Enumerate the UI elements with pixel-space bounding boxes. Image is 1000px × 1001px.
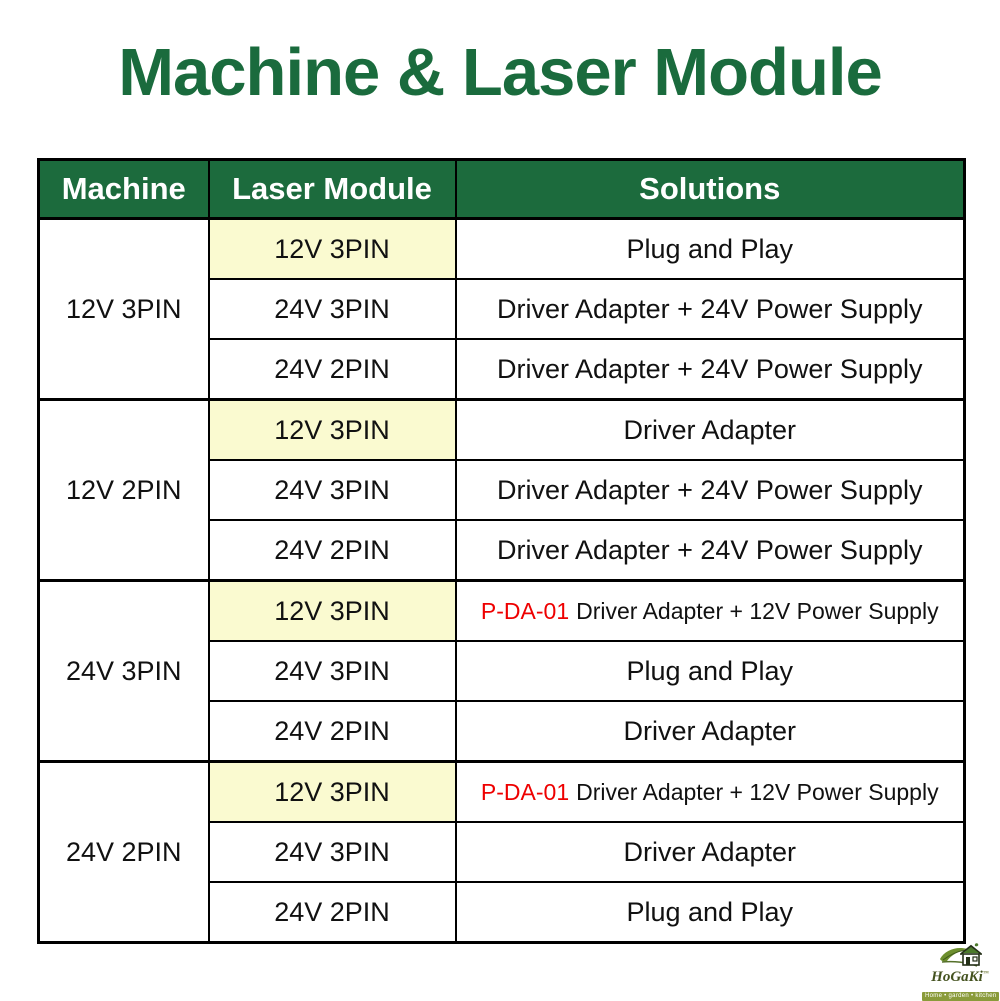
solution-cell: Plug and Play [456, 641, 965, 701]
machine-cell: 24V 2PIN [39, 762, 209, 943]
solution-cell: Driver Adapter [456, 701, 965, 762]
machine-cell: 12V 2PIN [39, 400, 209, 581]
solution-cell: Driver Adapter + 24V Power Supply [456, 520, 965, 581]
module-cell: 12V 3PIN [209, 400, 456, 461]
module-cell: 24V 3PIN [209, 641, 456, 701]
solution-cell: Driver Adapter [456, 400, 965, 461]
solution-cell: Driver Adapter + 24V Power Supply [456, 339, 965, 400]
module-cell: 24V 3PIN [209, 460, 456, 520]
brand-name: HoGaKi™ [931, 969, 989, 985]
page-title: Machine & Laser Module [118, 35, 882, 110]
solution-cell [456, 762, 965, 823]
module-cell: 12V 3PIN [209, 219, 456, 280]
table-header-row [39, 160, 965, 219]
part-number-badge: P-DA-01 [480, 597, 570, 624]
brand-tagline: Home • garden • kitchen [922, 992, 999, 1001]
header-machine: Machine [39, 160, 209, 219]
machine-laser-table [37, 158, 966, 944]
house-leaf-icon [937, 942, 983, 969]
module-cell: 24V 2PIN [209, 520, 456, 581]
module-cell: 24V 2PIN [209, 701, 456, 762]
solution-text: Driver Adapter + 12V Power Supply [576, 597, 939, 624]
solution-cell: Plug and Play [456, 219, 965, 280]
table-row [39, 219, 965, 280]
brand-logo [922, 942, 998, 1001]
header-solutions: Solutions [456, 160, 965, 219]
module-cell: 24V 3PIN [209, 822, 456, 882]
machine-cell: 12V 3PIN [39, 219, 209, 400]
module-cell: 24V 2PIN [209, 882, 456, 943]
machine-cell: 24V 3PIN [39, 581, 209, 762]
solution-cell: Driver Adapter [456, 822, 965, 882]
module-cell: 12V 3PIN [209, 762, 456, 823]
solution-cell [456, 581, 965, 642]
table-row [39, 400, 965, 461]
trademark-mark: ™ [982, 971, 989, 977]
solution-text: Driver Adapter + 12V Power Supply [576, 778, 939, 805]
table-row [39, 762, 965, 823]
solution-cell: Driver Adapter + 24V Power Supply [456, 279, 965, 339]
solution-cell: Driver Adapter + 24V Power Supply [456, 460, 965, 520]
module-cell: 24V 3PIN [209, 279, 456, 339]
module-cell: 24V 2PIN [209, 339, 456, 400]
solution-cell: Plug and Play [456, 882, 965, 943]
table-row [39, 581, 965, 642]
header-laser-module: Laser Module [209, 160, 456, 219]
module-cell: 12V 3PIN [209, 581, 456, 642]
part-number-badge: P-DA-01 [480, 778, 570, 805]
